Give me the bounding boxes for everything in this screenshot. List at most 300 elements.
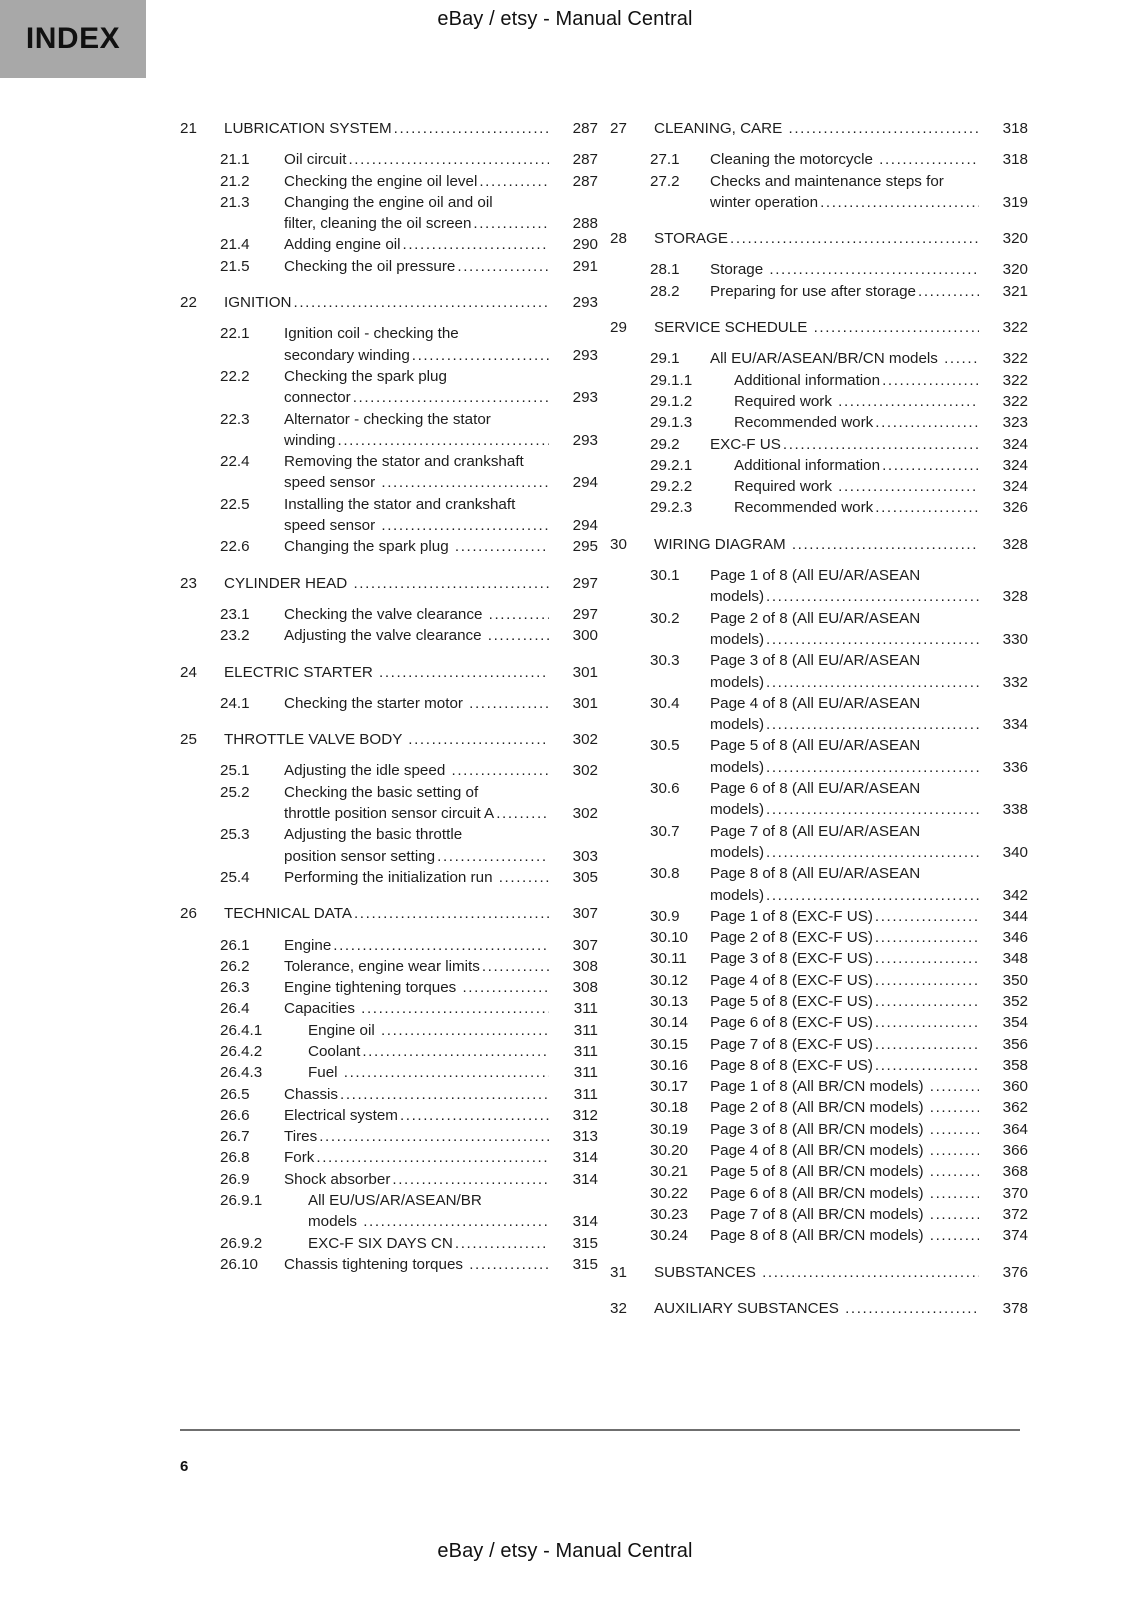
toc-page-number: 323 (1002, 414, 1028, 432)
toc-leader-dots (875, 906, 979, 927)
toc-page-number: 308 (572, 979, 598, 997)
toc-entry-title-line: models) (710, 758, 765, 776)
toc-page-number: 297 (572, 605, 598, 623)
toc-page-number: 332 (1002, 673, 1028, 691)
toc-entry[interactable] (180, 662, 600, 683)
toc-entry[interactable] (610, 171, 1030, 214)
toc-entry[interactable] (610, 259, 1030, 280)
toc-entry[interactable] (610, 1119, 1030, 1140)
toc-entry-number: 29.1.2 (650, 392, 693, 410)
toc-leader-dots (875, 1034, 979, 1055)
toc-entry-number: 30 (610, 535, 627, 553)
toc-entry[interactable] (180, 494, 600, 537)
toc-entry-title (710, 412, 1030, 433)
toc-page-number: 340 (1002, 843, 1028, 861)
toc-page-number: 324 (1002, 478, 1028, 496)
toc-entry[interactable] (610, 991, 1030, 1012)
toc-entry-title (284, 824, 600, 867)
toc-leader-dots (452, 760, 550, 781)
toc-entry-title (710, 693, 1030, 736)
toc-entry-title-line: winter operation (710, 193, 819, 211)
toc-entry[interactable] (180, 625, 600, 646)
watermark-bottom: eBay / etsy - Manual Central (437, 1540, 693, 1562)
toc-leader-dots (381, 515, 549, 536)
toc-entry-title-line: Changing the spark plug (284, 538, 453, 556)
toc-entry-title-line: CYLINDER HEAD (224, 574, 352, 592)
toc-entry[interactable] (610, 1183, 1030, 1204)
toc-entry-title-line: Additional information (734, 371, 881, 389)
toc-entry-title (710, 970, 1030, 991)
toc-leader-dots (344, 1062, 549, 1083)
toc-entry[interactable] (180, 1062, 600, 1083)
toc-entry-title (284, 536, 600, 557)
toc-entry[interactable] (610, 1012, 1030, 1033)
toc-page-number: 312 (572, 1106, 598, 1124)
toc-entry[interactable] (610, 391, 1030, 412)
toc-entry-title-line: speed sensor (284, 517, 380, 535)
toc-leader-dots (766, 885, 979, 906)
toc-entry-number: 26.5 (220, 1085, 250, 1103)
toc-page-number: 307 (572, 905, 598, 923)
toc-entry-title-line: Page 1 of 8 (All BR/CN models) (710, 1078, 928, 1096)
toc-entry[interactable] (180, 1147, 600, 1168)
toc-entry-number: 30.18 (650, 1099, 689, 1117)
toc-page-number: 313 (572, 1128, 598, 1146)
toc-entry[interactable] (180, 935, 600, 956)
toc-entry-title-line: Page 2 of 8 (All BR/CN models) (710, 1099, 928, 1117)
toc-entry-title-line: connector (284, 389, 351, 407)
toc-entry-title (224, 573, 600, 594)
toc-entry[interactable] (610, 1161, 1030, 1182)
toc-entry[interactable] (610, 118, 1030, 139)
toc-entry-title-line: Recommended work (734, 414, 874, 432)
toc-entry-number: 30.14 (650, 1014, 689, 1032)
toc-entry-title-line: Required work (734, 478, 837, 496)
toc-leader-dots (930, 1076, 979, 1097)
toc-entry[interactable] (610, 534, 1030, 555)
toc-entry[interactable] (610, 565, 1030, 608)
toc-leader-dots (792, 534, 979, 555)
toc-entry-number: 29 (610, 319, 627, 337)
toc-entry[interactable] (180, 867, 600, 888)
toc-leader-dots (882, 455, 979, 476)
toc-entry[interactable] (180, 292, 600, 313)
toc-entry-title-line: Additional information (734, 456, 881, 474)
toc-entry-title-line: filter, cleaning the oil screen (284, 215, 472, 233)
toc-entry[interactable] (180, 192, 600, 235)
toc-entry[interactable] (180, 693, 600, 714)
toc-entry-title-line: Tires (284, 1128, 318, 1146)
toc-entry-title (284, 1169, 600, 1190)
toc-entry[interactable] (610, 863, 1030, 906)
toc-entry-title-line: Required work (734, 392, 837, 410)
toc-page-number: 307 (572, 936, 598, 954)
toc-leader-dots (930, 1204, 979, 1225)
toc-entry-title-line: Page 8 of 8 (All BR/CN models) (710, 1227, 928, 1245)
toc-entry-title-line: Checks and maintenance steps for (710, 172, 944, 190)
toc-entry-title (284, 1105, 600, 1126)
toc-page-number: 362 (1002, 1099, 1028, 1117)
toc-entry[interactable] (610, 1034, 1030, 1055)
toc-page-number: 328 (1002, 588, 1028, 606)
toc-entry-number: 26.4.2 (220, 1042, 263, 1060)
toc-entry[interactable] (180, 760, 600, 781)
toc-leader-dots (319, 1126, 549, 1147)
toc-entry-title (284, 1147, 600, 1168)
toc-entry-title-line: Page 4 of 8 (EXC-F US) (710, 971, 873, 989)
toc-page-number: 334 (1002, 716, 1028, 734)
toc-entry[interactable] (610, 970, 1030, 991)
toc-entry-title-line: SUBSTANCES (654, 1263, 761, 1281)
toc-entry[interactable] (610, 1097, 1030, 1118)
toc-entry-number: 21.5 (220, 257, 250, 275)
toc-leader-dots (469, 1254, 549, 1275)
toc-entry-title (284, 604, 600, 625)
toc-entry-title-line: Tolerance, engine wear limits (284, 957, 480, 975)
toc-entry[interactable] (610, 317, 1030, 338)
toc-entry-title-line: Engine (284, 936, 332, 954)
toc-entry-number: 30.9 (650, 907, 680, 925)
toc-page-number: 293 (572, 431, 598, 449)
toc-entry[interactable] (180, 1233, 600, 1254)
toc-entry[interactable] (180, 1020, 600, 1041)
toc-entry[interactable] (180, 1126, 600, 1147)
toc-entry-number: 28.2 (650, 282, 680, 300)
toc-entry[interactable] (180, 323, 600, 366)
toc-page-number: 342 (1002, 886, 1028, 904)
toc-leader-dots (789, 118, 980, 139)
toc-page-number: 338 (1002, 801, 1028, 819)
toc-page-number: 314 (572, 1149, 598, 1167)
toc-entry[interactable] (180, 234, 600, 255)
toc-leader-dots (875, 927, 979, 948)
toc-entry-number: 21.3 (220, 193, 250, 211)
toc-entry-title (224, 292, 600, 313)
toc-entry[interactable] (180, 782, 600, 825)
toc-leader-dots (838, 391, 979, 412)
toc-entry[interactable] (180, 903, 600, 924)
toc-page-number: 320 (1002, 230, 1028, 248)
toc-entry[interactable] (180, 977, 600, 998)
toc-entry-number: 27.2 (650, 172, 680, 190)
toc-entry-title-line: Engine oil (308, 1021, 379, 1039)
toc-entry[interactable] (180, 1169, 600, 1190)
toc-entry-number: 27 (610, 120, 627, 137)
toc-entry-number: 22.1 (220, 325, 250, 343)
toc-entry-number: 30.16 (650, 1056, 689, 1074)
toc-page-number: 287 (572, 172, 598, 190)
toc-entry[interactable] (180, 366, 600, 409)
toc-entry-number: 30.17 (650, 1078, 689, 1096)
toc-entry-number: 22.6 (220, 538, 250, 556)
toc-entry[interactable] (180, 729, 600, 750)
toc-entry-title-line: Page 6 of 8 (All EU/AR/ASEAN (710, 780, 921, 798)
toc-entry-title (710, 1161, 1030, 1182)
toc-entry-number: 27.1 (650, 151, 680, 169)
toc-entry-title-line: Alternator - checking the stator (284, 410, 491, 428)
toc-page-number: 315 (572, 1255, 598, 1273)
toc-entry-number: 21.1 (220, 151, 250, 169)
toc-entry-title (284, 1041, 600, 1062)
toc-entry-title-line: Page 4 of 8 (All BR/CN models) (710, 1142, 928, 1160)
toc-entry[interactable] (610, 497, 1030, 518)
toc-leader-dots (875, 1055, 979, 1076)
toc-page-number: 376 (1002, 1263, 1028, 1281)
toc-leader-dots (392, 1169, 549, 1190)
toc-entry-number: 30.11 (650, 950, 687, 968)
toc-entry-number: 30.22 (650, 1184, 689, 1202)
toc-leader-dots (362, 1041, 549, 1062)
toc-entry-number: 29.2.2 (650, 478, 693, 496)
toc-leader-dots (766, 714, 979, 735)
toc-leader-dots (473, 213, 549, 234)
toc-entry-number: 30.20 (650, 1142, 689, 1160)
toc-entry-title-line: Page 3 of 8 (EXC-F US) (710, 950, 873, 968)
toc-entry-title-line: Page 7 of 8 (All EU/AR/ASEAN (710, 822, 921, 840)
toc-leader-dots (944, 348, 979, 369)
toc-entry-title-line: CLEANING, CARE (654, 120, 787, 137)
toc-entry-title-line: All EU/US/AR/ASEAN/BR (308, 1192, 482, 1210)
toc-entry-title-line: TECHNICAL DATA (224, 905, 352, 923)
toc-entry-number: 30.4 (650, 694, 680, 712)
toc-leader-dots (488, 625, 549, 646)
toc-entry-title-line: LUBRICATION SYSTEM (224, 120, 392, 137)
toc-entry[interactable] (610, 1140, 1030, 1161)
toc-entry-number: 30.24 (650, 1227, 689, 1245)
toc-entry-number: 23.2 (220, 627, 250, 645)
toc-leader-dots (363, 1211, 549, 1232)
toc-entry[interactable] (180, 1254, 600, 1275)
toc-page-number: 294 (572, 517, 598, 535)
toc-entry[interactable] (610, 650, 1030, 693)
toc-entry[interactable] (180, 536, 600, 557)
toc-leader-dots (348, 149, 549, 170)
toc-entry[interactable] (180, 604, 600, 625)
toc-entry[interactable] (180, 118, 600, 139)
toc-entry[interactable] (610, 476, 1030, 497)
toc-entry-number: 26.4.1 (220, 1021, 263, 1039)
toc-entry-title (224, 903, 600, 924)
toc-entry-title (284, 366, 600, 409)
toc-entry-title-line: winding (284, 431, 336, 449)
toc-entry-title (284, 149, 600, 170)
toc-entry-title (284, 1020, 600, 1041)
toc-entry[interactable] (610, 281, 1030, 302)
toc-page-number: 311 (573, 1064, 598, 1082)
toc-page-number: 322 (1002, 392, 1028, 410)
toc-page-number: 322 (1002, 350, 1028, 368)
toc-entry-number: 26.9 (220, 1170, 250, 1188)
toc-entry[interactable] (610, 1204, 1030, 1225)
toc-entry[interactable] (610, 948, 1030, 969)
toc-entry-title (654, 228, 1030, 249)
toc-entry-number: 30.12 (650, 971, 689, 989)
toc-leader-dots (930, 1097, 979, 1118)
toc-entry-number: 26.3 (220, 979, 250, 997)
toc-page-number: 293 (572, 294, 598, 312)
toc-entry-title-line: Removing the stator and crankshaft (284, 453, 524, 471)
toc-entry[interactable] (610, 608, 1030, 651)
toc-entry-title (284, 760, 600, 781)
toc-entry-number: 30.13 (650, 992, 689, 1010)
toc-leader-dots (455, 536, 549, 557)
toc-entry-number: 29.2.1 (650, 456, 693, 474)
toc-leader-dots (882, 370, 979, 391)
toc-entry-title (284, 998, 600, 1019)
toc-entry[interactable] (610, 735, 1030, 778)
toc-entry-title-line: STORAGE (654, 230, 728, 248)
toc-page-number: 352 (1002, 992, 1028, 1010)
toc-entry-title (284, 171, 600, 192)
toc-leader-dots (294, 292, 550, 313)
toc-entry[interactable] (180, 824, 600, 867)
toc-entry[interactable] (610, 1298, 1030, 1319)
toc-entry-number: 26.9.2 (220, 1234, 263, 1252)
toc-entry-title-line: Checking the spark plug (284, 367, 447, 385)
toc-entry[interactable] (180, 256, 600, 277)
toc-leader-dots (875, 970, 979, 991)
toc-entry[interactable] (180, 149, 600, 170)
toc-entry-title (710, 497, 1030, 518)
toc-page-number: 358 (1002, 1056, 1028, 1074)
toc-entry-number: 28 (610, 230, 627, 248)
toc-entry-title (654, 118, 1030, 139)
toc-entry[interactable] (610, 434, 1030, 455)
toc-entry[interactable] (180, 573, 600, 594)
toc-entry[interactable] (610, 693, 1030, 736)
toc-entry[interactable] (180, 451, 600, 494)
toc-entry-number: 30.19 (650, 1120, 689, 1138)
toc-leader-dots (381, 1020, 549, 1041)
toc-entry-title-line: ELECTRIC STARTER (224, 663, 378, 681)
toc-leader-dots (400, 1105, 549, 1126)
toc-entry-title (710, 1076, 1030, 1097)
toc-entry[interactable] (610, 228, 1030, 249)
toc-entry[interactable] (610, 927, 1030, 948)
toc-entry-number: 26.9.1 (220, 1192, 263, 1210)
toc-page-number: 326 (1002, 499, 1028, 517)
toc-entry[interactable] (610, 821, 1030, 864)
toc-entry-title-line: Installing the stator and crankshaft (284, 495, 516, 513)
toc-leader-dots (353, 387, 549, 408)
watermark-top: eBay / etsy - Manual Central (437, 8, 693, 30)
toc-leader-dots (316, 1147, 549, 1168)
toc-entry-title-line: Page 3 of 8 (All EU/AR/ASEAN (710, 652, 921, 670)
toc-entry-title (710, 991, 1030, 1012)
toc-entry[interactable] (610, 370, 1030, 391)
toc-page-number: 350 (1002, 971, 1028, 989)
toc-entry-title (654, 1262, 1030, 1283)
toc-page-number: 302 (572, 762, 598, 780)
toc-page-number: 324 (1002, 435, 1028, 453)
toc-entry-title-line: Storage (710, 261, 768, 279)
toc-entry[interactable] (180, 409, 600, 452)
toc-entry[interactable] (180, 1084, 600, 1105)
toc-entry-title (654, 534, 1030, 555)
toc-entry[interactable] (610, 906, 1030, 927)
toc-entry-number: 23 (180, 574, 197, 592)
toc-entry[interactable] (180, 1190, 600, 1233)
toc-entry-title-line: Cleaning the motorcycle (710, 151, 878, 169)
toc-entry-number: 22.3 (220, 410, 250, 428)
toc-entry-title (710, 434, 1030, 455)
toc-page-number: 303 (572, 847, 598, 865)
toc-entry-title (224, 662, 600, 683)
toc-entry-title-line: Adjusting the idle speed (284, 762, 450, 780)
toc-leader-dots (462, 977, 549, 998)
toc-entry-number: 26 (180, 905, 197, 923)
toc-entry[interactable] (610, 778, 1030, 821)
toc-entry[interactable] (610, 149, 1030, 170)
toc-entry-number: 22.2 (220, 367, 250, 385)
toc-page-number: 287 (572, 120, 598, 137)
toc-entry[interactable] (610, 1225, 1030, 1246)
toc-entry[interactable] (180, 998, 600, 1019)
toc-entry-title (284, 867, 600, 888)
toc-leader-dots (766, 842, 979, 863)
toc-entry[interactable] (610, 348, 1030, 369)
toc-page-number: 319 (1002, 193, 1028, 211)
toc-entry[interactable] (180, 1041, 600, 1062)
toc-entry-title-line: AUXILIARY SUBSTANCES (654, 1299, 844, 1317)
toc-entry-number: 30.8 (650, 865, 680, 883)
toc-entry-title-line: speed sensor (284, 474, 380, 492)
toc-leader-dots (838, 476, 979, 497)
toc-leader-dots (814, 317, 979, 338)
toc-entry-title (284, 409, 600, 452)
toc-entry[interactable] (610, 1262, 1030, 1283)
toc-entry[interactable] (180, 1105, 600, 1126)
toc-entry-title (710, 1055, 1030, 1076)
toc-page-number: 302 (572, 731, 598, 749)
toc-entry-title (710, 906, 1030, 927)
toc-entry-title-line: Page 3 of 8 (All BR/CN models) (710, 1120, 928, 1138)
toc-leader-dots (437, 846, 549, 867)
toc-entry-title-line: THROTTLE VALVE BODY (224, 731, 407, 749)
toc-leader-dots (783, 434, 979, 455)
toc-entry[interactable] (610, 1076, 1030, 1097)
toc-entry[interactable] (180, 171, 600, 192)
toc-entry-title-line: Checking the starter motor (284, 694, 468, 712)
toc-page-number: 297 (572, 574, 598, 592)
toc-entry-title-line: Fuel (308, 1064, 342, 1082)
toc-entry-title (710, 821, 1030, 864)
toc-page-number: 324 (1002, 456, 1028, 474)
toc-entry-title (284, 935, 600, 956)
toc-leader-dots (875, 991, 979, 1012)
toc-entry-title-line: Ignition coil - checking the (284, 325, 459, 343)
toc-entry[interactable] (610, 455, 1030, 476)
toc-entry-number: 30.15 (650, 1035, 689, 1053)
toc-page-number: 328 (1002, 535, 1028, 553)
toc-entry-title-line: Page 5 of 8 (EXC-F US) (710, 992, 873, 1010)
toc-entry-number: 23.1 (220, 605, 250, 623)
toc-entry-title (710, 1204, 1030, 1225)
toc-entry[interactable] (610, 1055, 1030, 1076)
toc-entry-number: 26.8 (220, 1149, 250, 1167)
toc-leader-dots (394, 118, 549, 139)
toc-entry[interactable] (180, 956, 600, 977)
toc-entry-number: 26.1 (220, 936, 250, 954)
toc-entry-title-line: models (308, 1213, 362, 1231)
toc-entry-title (284, 1062, 600, 1083)
toc-page-number: 356 (1002, 1035, 1028, 1053)
toc-entry-number: 31 (610, 1263, 627, 1281)
toc-entry-title (654, 1298, 1030, 1319)
toc-page-number: 291 (572, 257, 598, 275)
toc-entry[interactable] (610, 412, 1030, 433)
toc-entry-number: 29.2 (650, 435, 680, 453)
